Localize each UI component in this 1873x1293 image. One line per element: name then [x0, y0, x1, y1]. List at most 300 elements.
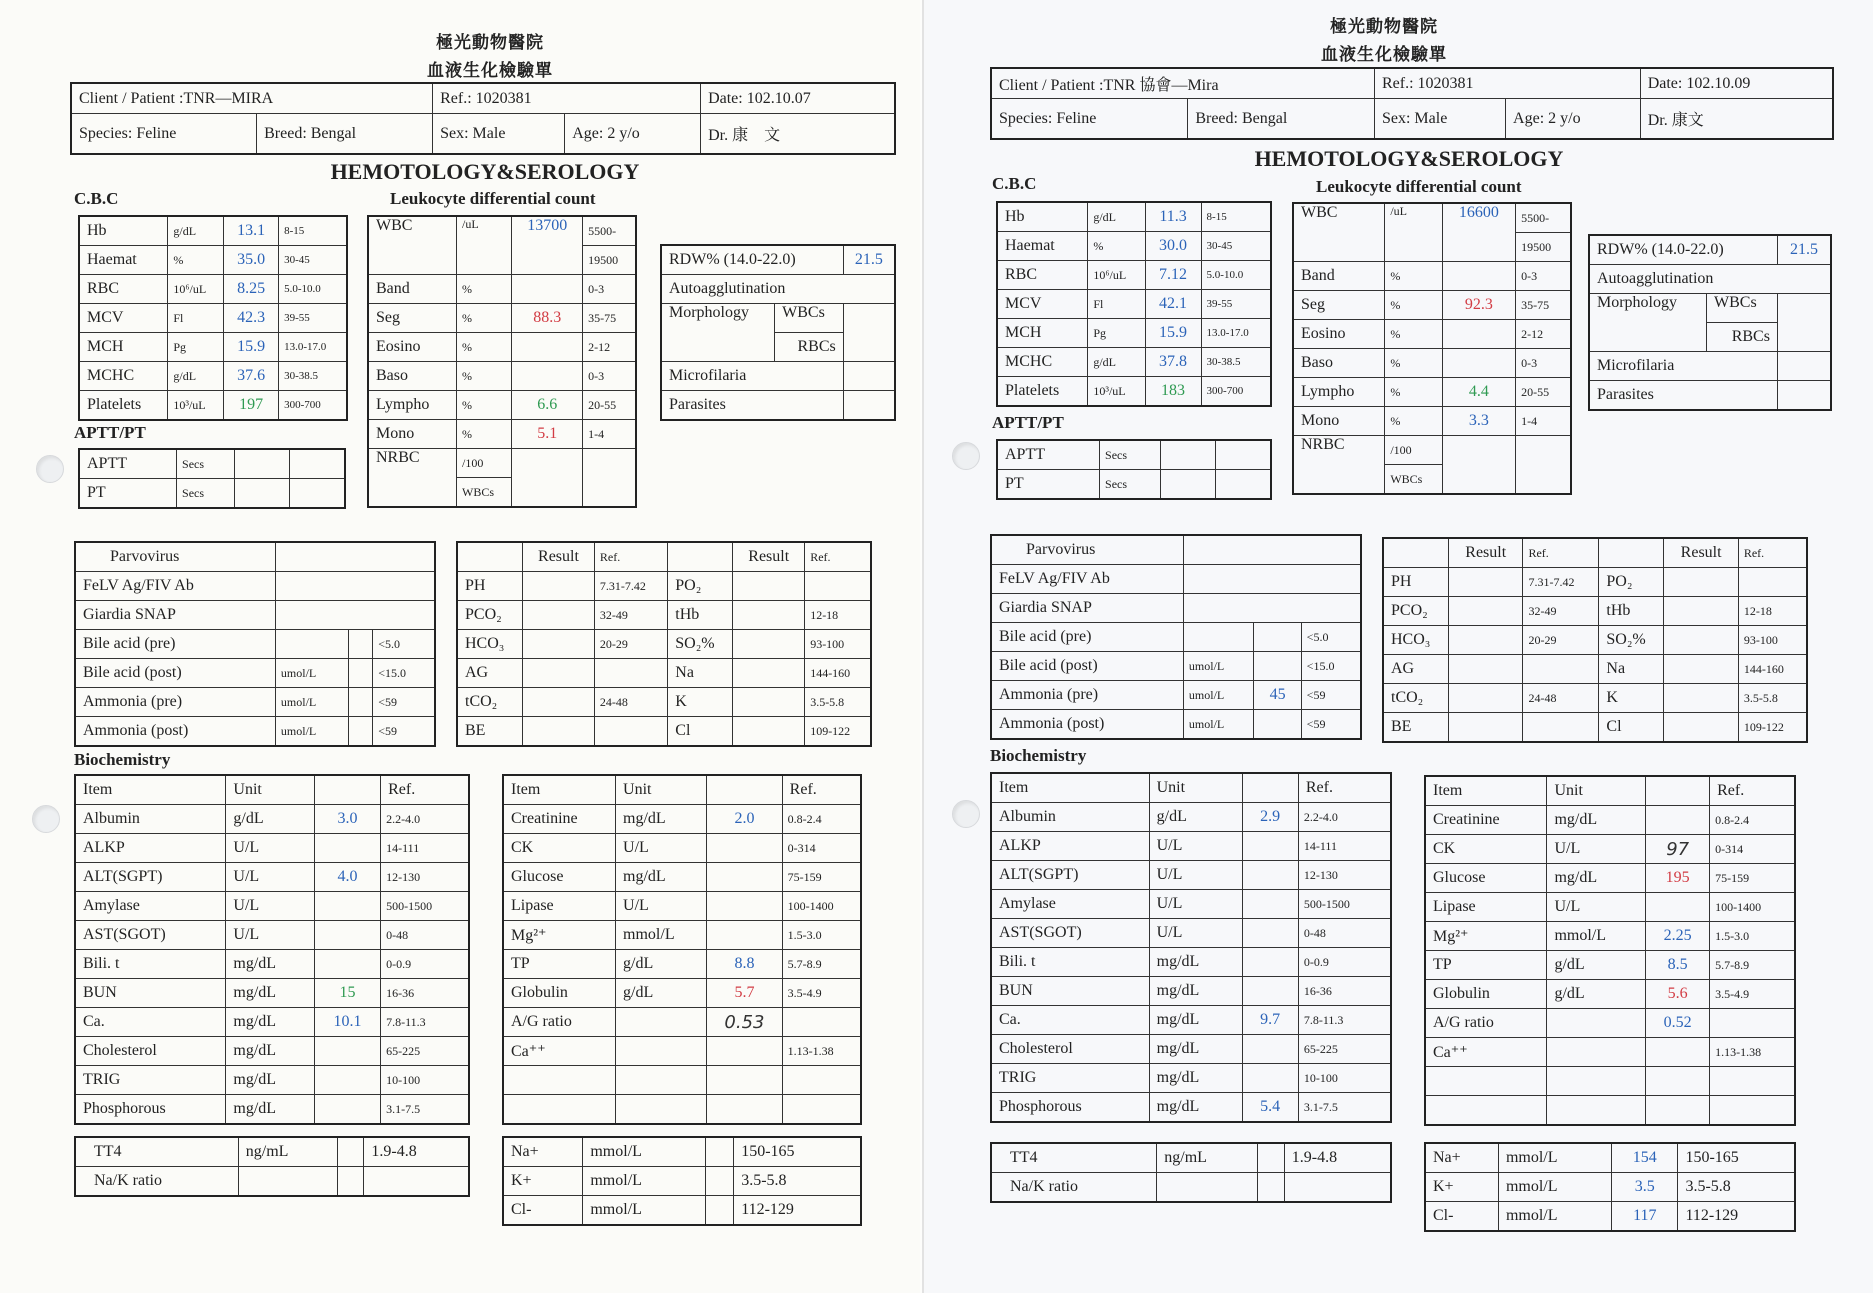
parasites: Parasites [661, 391, 843, 421]
morphology-rbcs: RBCs [1707, 323, 1778, 352]
aptt-label: APTT/PT [74, 423, 146, 442]
test-name: Lympho [368, 391, 457, 420]
test-unit [616, 1066, 707, 1095]
test-unit [238, 1167, 338, 1197]
test-value [1449, 597, 1523, 626]
hospital-name: 極光動物醫院 [436, 33, 544, 52]
table-row [991, 1093, 1391, 1123]
test-ref: 20-29 [594, 630, 667, 659]
test-ref [1523, 655, 1599, 684]
test-unit: mmol/L [1498, 1143, 1611, 1173]
table-row [75, 979, 469, 1008]
test-value [512, 275, 583, 304]
test-value: 2.9 [1242, 803, 1298, 832]
test-name: Cl [1599, 713, 1664, 743]
test-unit: U/L [226, 921, 315, 950]
test-name: Phosphorous [75, 1095, 226, 1125]
test-unit: WBCs [1385, 465, 1442, 495]
test-unit: mg/dL [226, 950, 315, 979]
test-unit: U/L [1149, 890, 1242, 919]
aptt-table [996, 439, 1272, 500]
test-name: BUN [991, 977, 1149, 1006]
test-value [1664, 713, 1738, 743]
autoagglutination: Autoagglutination [1589, 265, 1831, 294]
test-value: 6.6 [512, 391, 583, 420]
test-name: ALKP [75, 834, 226, 863]
test-ref: 2-12 [1516, 320, 1571, 349]
result-header: Result [1449, 538, 1523, 568]
table-row [991, 832, 1391, 861]
table-row [1293, 436, 1571, 465]
test-unit: mmol/L [583, 1196, 706, 1226]
table-row [1293, 407, 1571, 436]
table-row [1383, 597, 1807, 626]
table-row [991, 565, 1361, 594]
report-date: Date: 102.10.07 [701, 83, 895, 114]
test-ref [1738, 568, 1807, 597]
table-row [1425, 835, 1795, 864]
autoagglutination: Autoagglutination [661, 275, 895, 304]
test-ref: 39-55 [279, 304, 347, 333]
test-value [1449, 568, 1523, 597]
test-value: 11.3 [1145, 202, 1201, 232]
punch-hole [36, 455, 64, 483]
test-ref: <5.0 [1301, 623, 1361, 652]
test-name: HCO₃ [457, 630, 523, 659]
unit-header: Unit [1149, 773, 1242, 803]
table-row [75, 950, 469, 979]
test-name: Band [1293, 262, 1385, 291]
test-unit: ng/mL [1157, 1143, 1258, 1173]
test-value [1449, 655, 1523, 684]
table-row [1383, 626, 1807, 655]
test-value [1242, 1064, 1298, 1093]
table-row [75, 892, 469, 921]
test-unit: U/L [226, 863, 315, 892]
table-row [503, 1095, 861, 1125]
test-name: BE [1383, 713, 1449, 743]
sex: Sex: Male [1374, 99, 1505, 140]
biochemistry-label: Biochemistry [74, 750, 171, 769]
test-ref: 144-160 [1738, 655, 1807, 684]
doctor: Dr. 康文 [1640, 99, 1833, 140]
test-ref: 1.5-3.0 [782, 921, 861, 950]
test-name: MCHC [997, 348, 1088, 377]
test-value: 30.0 [1145, 232, 1201, 261]
test-unit [616, 1037, 707, 1066]
test-name: SO₂% [1599, 626, 1664, 655]
unit-header: Unit [1547, 776, 1646, 806]
table-row [997, 232, 1271, 261]
test-name: Haemat [79, 246, 168, 275]
test-value: 37.8 [1145, 348, 1201, 377]
aptt-table [78, 448, 346, 509]
test-value [1442, 349, 1515, 378]
test-name: SO₂% [668, 630, 733, 659]
test-name: TRIG [75, 1066, 226, 1095]
test-ref: 100-1400 [1710, 893, 1795, 922]
table-row [991, 710, 1361, 740]
test-unit: /uL [1385, 203, 1442, 262]
table-row [503, 1008, 861, 1037]
test-unit: mg/dL [616, 863, 707, 892]
test-ref [594, 717, 667, 747]
table-row [1293, 262, 1571, 291]
test-unit: g/dL [1149, 803, 1242, 832]
table-row [457, 659, 871, 688]
test-name: Mono [1293, 407, 1385, 436]
test-value [523, 688, 595, 717]
test-name: TP [503, 950, 616, 979]
table-row [368, 391, 636, 420]
test-value: 15.9 [1145, 319, 1201, 348]
test-value [315, 834, 381, 863]
table-row [368, 304, 636, 333]
test-value [1664, 684, 1738, 713]
test-ref: 0-3 [583, 275, 636, 304]
test-name: Seg [368, 304, 457, 333]
table-row [997, 319, 1271, 348]
table-row [503, 1137, 861, 1167]
test-value [1254, 652, 1301, 681]
table-row [1293, 349, 1571, 378]
test-name: Mg²⁺ [1425, 922, 1547, 951]
test-unit: 10⁶/uL [168, 275, 224, 304]
test-name: PCO₂ [1383, 597, 1449, 626]
test-ref: 14-111 [1298, 832, 1391, 861]
test-name: Baso [1293, 349, 1385, 378]
test-unit: U/L [226, 834, 315, 863]
test-unit: WBCs [457, 478, 512, 508]
test-ref: 300-700 [1201, 377, 1271, 407]
doctor: Dr. 康 文 [701, 114, 895, 155]
test-ref: 93-100 [1738, 626, 1807, 655]
test-value: 9.7 [1242, 1006, 1298, 1035]
test-value [1664, 568, 1738, 597]
test-name: MCH [79, 333, 168, 362]
table-row [1425, 1067, 1795, 1096]
test-unit [1157, 1173, 1258, 1203]
morphology-wbcs: WBCs [775, 304, 844, 333]
test-ref [1710, 1067, 1795, 1096]
ref-header: Ref. [1298, 773, 1391, 803]
test-name: AG [457, 659, 523, 688]
test-name: CK [1425, 835, 1547, 864]
test-value: 3.0 [315, 805, 381, 834]
test-name: Bile acid (post) [75, 659, 275, 688]
test-ref: 0-48 [381, 921, 469, 950]
test-unit [616, 1008, 707, 1037]
test-unit: mg/dL [1149, 977, 1242, 1006]
test-ref: 0-314 [1710, 835, 1795, 864]
cbc-table [996, 201, 1272, 407]
test-unit: U/L [226, 892, 315, 921]
test-unit: % [1385, 262, 1442, 291]
test-ref: 109-122 [805, 717, 871, 747]
test-name: BUN [75, 979, 226, 1008]
test-name: CK [503, 834, 616, 863]
test-name: AST(SGOT) [991, 919, 1149, 948]
test-unit: mmol/L [1547, 922, 1646, 951]
table-row [503, 979, 861, 1008]
test-value: 16600 [1442, 203, 1515, 262]
test-value [349, 659, 373, 688]
test-value [733, 688, 805, 717]
test-ref: 93-100 [805, 630, 871, 659]
test-value [707, 834, 782, 863]
test-ref: 75-159 [782, 863, 861, 892]
table-row [79, 449, 345, 479]
result-header: Result [1664, 538, 1738, 568]
test-ref: 2.2-4.0 [381, 805, 469, 834]
test-unit: mmol/L [583, 1137, 706, 1167]
test-name: Ca. [991, 1006, 1149, 1035]
test-name: FeLV Ag/FIV Ab [75, 572, 275, 601]
test-value [1646, 1038, 1710, 1067]
test-value: 8.25 [224, 275, 279, 304]
test-unit: umol/L [275, 688, 349, 717]
test-unit [275, 630, 349, 659]
table-row [457, 572, 871, 601]
test-unit: ng/mL [238, 1137, 338, 1167]
test-ref: 20-29 [1523, 626, 1599, 655]
table-row [75, 542, 435, 572]
test-name: TRIG [991, 1064, 1149, 1093]
test-value [1254, 710, 1301, 740]
test-name: Band [368, 275, 457, 304]
test-unit: % [457, 420, 512, 449]
unit-header: Unit [226, 775, 315, 805]
biochemistry-label: Biochemistry [990, 746, 1087, 765]
test-name: Phosphorous [991, 1093, 1149, 1123]
test-unit: % [1385, 320, 1442, 349]
breed: Breed: Bengal [1188, 99, 1375, 140]
test-ref: 112-129 [734, 1196, 861, 1226]
test-value [512, 362, 583, 391]
test-ref: 5500- [583, 216, 636, 246]
morphology: Morphology [661, 304, 775, 362]
test-value [707, 1066, 782, 1095]
test-value [1646, 1096, 1710, 1126]
punch-hole [32, 805, 60, 833]
table-row [997, 290, 1271, 319]
ref-header: Ref. [594, 542, 667, 572]
table-row [75, 1008, 469, 1037]
test-value: 197 [224, 391, 279, 421]
test-name: Parvovirus [75, 542, 275, 572]
test-name: RBC [79, 275, 168, 304]
test-name: MCV [79, 304, 168, 333]
test-name: APTT [79, 449, 177, 479]
test-name: ALT(SGPT) [75, 863, 226, 892]
test-name [1425, 1067, 1547, 1096]
test-value: 13.1 [224, 216, 279, 246]
test-value [706, 1167, 734, 1196]
test-unit: mg/dL [226, 1095, 315, 1125]
test-name: Na [1599, 655, 1664, 684]
test-unit: mg/dL [1149, 1006, 1242, 1035]
test-ref: 1-4 [583, 420, 636, 449]
test-unit: % [457, 275, 512, 304]
table-row [1383, 538, 1807, 568]
test-unit: umol/L [1183, 681, 1254, 710]
ref-header: Ref. [1523, 538, 1599, 568]
table-row [503, 1066, 861, 1095]
table-row [368, 362, 636, 391]
test-unit [1547, 1067, 1646, 1096]
test-value [1646, 1067, 1710, 1096]
table-row [991, 919, 1391, 948]
test-ref: <5.0 [373, 630, 435, 659]
test-value [1442, 262, 1515, 291]
test-unit: /uL [457, 216, 512, 275]
test-unit: U/L [1149, 832, 1242, 861]
test-name: Creatinine [1425, 806, 1547, 835]
test-ref: 10-100 [381, 1066, 469, 1095]
test-ref: 0.8-2.4 [782, 805, 861, 834]
test-ref: <59 [1301, 710, 1361, 740]
test-name: Lipase [1425, 893, 1547, 922]
microfilaria: Microfilaria [1589, 352, 1777, 381]
test-unit: mg/dL [226, 1066, 315, 1095]
table-row [1425, 922, 1795, 951]
test-ref: 144-160 [805, 659, 871, 688]
table-row [75, 1066, 469, 1095]
test-ref: 1.13-1.38 [782, 1037, 861, 1066]
test-value [733, 601, 805, 630]
test-value [707, 1037, 782, 1066]
test-ref: <59 [1301, 681, 1361, 710]
table-row [503, 863, 861, 892]
test-unit: mg/dL [1149, 1093, 1242, 1123]
test-name: Ca. [75, 1008, 226, 1037]
test-value: 2.25 [1646, 922, 1710, 951]
test-value: 183 [1145, 377, 1201, 407]
test-ref: 500-1500 [381, 892, 469, 921]
item-header: Item [503, 775, 616, 805]
test-ref: 5.0-10.0 [1201, 261, 1271, 290]
test-unit: Secs [177, 449, 235, 479]
test-value: 5.7 [707, 979, 782, 1008]
test-ref: 3.5-5.8 [734, 1167, 861, 1196]
test-unit: mg/dL [1547, 864, 1646, 893]
test-name: A/G ratio [503, 1008, 616, 1037]
electrolyte-table [1424, 1142, 1796, 1232]
test-name: BE [457, 717, 523, 747]
test-value: 0.52 [1646, 1009, 1710, 1038]
test-name: FeLV Ag/FIV Ab [991, 565, 1183, 594]
test-value [1449, 684, 1523, 713]
test-name: Lympho [1293, 378, 1385, 407]
result-header: Result [523, 542, 595, 572]
test-name: Hb [997, 202, 1088, 232]
test-ref: 12-130 [381, 863, 469, 892]
form-title: 血液生化檢驗單 [427, 61, 553, 80]
test-ref: 150-165 [1678, 1143, 1795, 1173]
rdw-morphology-table [660, 244, 896, 421]
test-unit: g/dL [1088, 348, 1145, 377]
test-unit: /100 [1385, 436, 1442, 465]
table-row [457, 688, 871, 717]
table-row [1383, 568, 1807, 597]
age: Age: 2 y/o [1506, 99, 1641, 140]
test-value: 117 [1612, 1202, 1678, 1232]
table-row [1425, 864, 1795, 893]
test-name: Hb [79, 216, 168, 246]
report-date: Date: 102.10.09 [1640, 68, 1833, 99]
table-row [503, 1196, 861, 1226]
test-unit: U/L [1149, 861, 1242, 890]
test-ref: 75-159 [1710, 864, 1795, 893]
table-row [991, 594, 1361, 623]
test-name: PO₂ [668, 572, 733, 601]
test-name: Globulin [1425, 980, 1547, 1009]
test-ref: 300-700 [279, 391, 347, 421]
test-unit: U/L [616, 834, 707, 863]
ref-header: Ref. [805, 542, 871, 572]
unit-header: Unit [616, 775, 707, 805]
test-unit: mg/dL [616, 805, 707, 834]
table-row [75, 688, 435, 717]
table-row [1425, 1173, 1795, 1202]
test-ref: 65-225 [1298, 1035, 1391, 1064]
test-name: Na/K ratio [991, 1173, 1157, 1203]
test-name: Mono [368, 420, 457, 449]
table-row [1383, 655, 1807, 684]
test-value [512, 333, 583, 362]
test-ref [782, 1066, 861, 1095]
test-value [315, 1037, 381, 1066]
test-unit: umol/L [275, 717, 349, 747]
species: Species: Feline [71, 114, 257, 155]
test-unit: % [1385, 349, 1442, 378]
test-name: PT [997, 470, 1100, 500]
table-row [79, 362, 347, 391]
test-name: Cholesterol [75, 1037, 226, 1066]
table-row [997, 440, 1271, 470]
test-unit: 10³/uL [168, 391, 224, 421]
test-name: Bili. t [991, 948, 1149, 977]
test-name: Seg [1293, 291, 1385, 320]
test-ref: 3.5-4.9 [1710, 980, 1795, 1009]
leukocyte-label: Leukocyte differential count [390, 189, 596, 208]
test-value [1664, 655, 1738, 684]
test-name: Bile acid (pre) [75, 630, 275, 659]
test-unit: % [1385, 407, 1442, 436]
test-name: K [1599, 684, 1664, 713]
table-row [75, 601, 435, 630]
result-header: Result [733, 542, 805, 572]
test-name: Na+ [503, 1137, 583, 1167]
test-name: ALKP [991, 832, 1149, 861]
test-value [1646, 806, 1710, 835]
biochemistry-table-1 [990, 772, 1392, 1123]
test-name: Bili. t [75, 950, 226, 979]
test-ref: 109-122 [1738, 713, 1807, 743]
test-ref: 24-48 [1523, 684, 1599, 713]
test-name: Cholesterol [991, 1035, 1149, 1064]
test-unit: Fl [168, 304, 224, 333]
test-name: Giardia SNAP [75, 601, 275, 630]
test-value [1242, 977, 1298, 1006]
test-name: MCV [997, 290, 1088, 319]
test-name: Baso [368, 362, 457, 391]
table-row [1425, 1143, 1795, 1173]
report-sheet-left [0, 0, 920, 1293]
biochemistry-table-2 [1424, 775, 1796, 1126]
table-row [997, 202, 1271, 232]
test-unit: mg/dL [226, 1037, 315, 1066]
